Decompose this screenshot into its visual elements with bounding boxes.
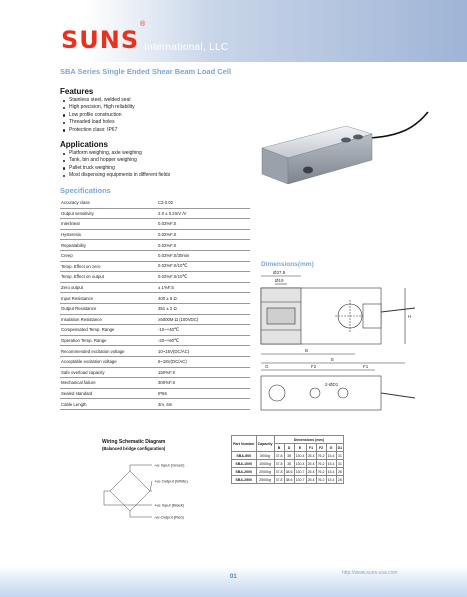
spec-row — [60, 198, 250, 209]
dimension-cell: 76.2 — [317, 461, 325, 466]
application-item: Pallet truck weighing — [60, 165, 170, 172]
dimension-cell: 26 — [337, 477, 342, 482]
dim-sub-header: G — [326, 444, 336, 452]
dim-sub-header: B — [274, 444, 284, 452]
dimensions-table — [231, 435, 344, 484]
dimension-cell: 38.6 — [285, 477, 293, 482]
spec-value: 10~15V(DC/AC) — [158, 348, 190, 354]
spec-value: ≥5000M Ω (100VDC) — [158, 316, 199, 322]
spec-value: C3 0.02 — [158, 200, 174, 206]
dimension-cell: 130.4 — [295, 453, 305, 458]
spec-key: Safe overload capacity — [61, 369, 105, 375]
spec-row — [60, 336, 250, 347]
dim-sub-header: F2 — [316, 444, 326, 452]
dimension-cell: 37.8 — [275, 477, 283, 482]
dimensions-label: Dimensions(mm) — [261, 261, 314, 268]
capacity-cell: 500kg — [256, 452, 274, 460]
spec-key: Sealed standard — [61, 390, 93, 396]
spec-key: Interlinear — [61, 221, 81, 227]
spec-value: 0.02%F.S/30min — [158, 253, 190, 259]
spec-key: Insulation Resistance — [61, 316, 102, 322]
document-title: SBA Series Single Ended Shear Beam Load Cell — [60, 67, 232, 76]
website-link[interactable]: http://www.suns-usa.com — [342, 570, 398, 576]
spec-value: -20~+60℃ — [158, 337, 179, 343]
suns-logo: SUNS — [61, 26, 140, 54]
spec-value: 0.02%F.S/10℃ — [158, 263, 188, 269]
feature-item: Low profile construction — [60, 112, 135, 119]
spec-key: Zero output — [61, 285, 83, 291]
table-row — [232, 468, 344, 476]
spec-row — [60, 230, 250, 241]
dim-d1: Ø37.8 — [273, 270, 286, 275]
feature-item: Stainless steel, welded seal — [60, 97, 135, 104]
col-dimensions: Dimensions (mm) — [274, 436, 344, 444]
spec-row — [60, 357, 250, 368]
dim-sub-header: F1 — [306, 444, 316, 452]
dimension-cell: 25.4 — [307, 477, 315, 482]
dim-b: B — [305, 348, 309, 353]
dimension-cell: 76.2 — [317, 469, 325, 474]
spec-key: Cable Length — [61, 401, 87, 407]
spec-row — [60, 389, 250, 400]
feature-item: Threaded load holes — [60, 119, 135, 126]
part-number-cell: SBA-1000 — [232, 460, 257, 468]
dimension-cell: 130.7 — [295, 477, 305, 482]
spec-key: Compensated Temp. Range — [61, 327, 115, 333]
dimension-cell: 15.4 — [327, 461, 335, 466]
table-row — [232, 476, 344, 484]
dim-e: E — [331, 357, 335, 362]
dimension-drawing — [255, 268, 420, 418]
capacity-cell: 2000kg — [256, 468, 274, 476]
spec-row — [60, 368, 250, 379]
spec-row — [60, 346, 250, 357]
spec-value: 0.02%F.S/10℃ — [158, 273, 188, 279]
spec-value: 150%F.S — [158, 369, 176, 375]
spec-value: IP66 — [158, 390, 167, 396]
spec-key: Temp. Effect on zero — [61, 263, 101, 269]
spec-key: Operation Temp. Range — [61, 338, 107, 344]
dim-sub-header: E — [294, 444, 306, 452]
applications-list — [60, 150, 170, 180]
wiring-title — [102, 439, 165, 452]
spec-key: Temp. Effect on output — [61, 274, 104, 280]
dimension-cell: 15.4 — [327, 477, 335, 482]
dimension-cell: 15.4 — [327, 469, 335, 474]
dim-sub-header: D1 — [337, 445, 343, 450]
spec-row — [60, 399, 250, 410]
registered-mark: ® — [140, 21, 146, 28]
spec-key: Recommended excitation voltage — [61, 348, 125, 354]
dimension-cell: 38 — [284, 452, 294, 460]
spec-row — [60, 219, 250, 230]
spec-key: Mechanical failure — [61, 380, 96, 386]
features-list — [60, 97, 135, 134]
feature-item: High precision, High reliability — [60, 104, 135, 111]
spec-row — [60, 283, 250, 294]
wiring-subtitle: (Balanced bridge configuration) — [102, 445, 166, 451]
dimension-cell: 31 — [337, 453, 342, 458]
dimension-cell: 76.2 — [317, 453, 325, 458]
col-part-number: Part Number — [232, 436, 257, 452]
dim-sub-header: D — [284, 444, 294, 452]
specifications-heading: Specifications — [60, 186, 111, 195]
spec-value: 0.02%F.S — [158, 232, 177, 238]
dimension-cell: 38.6 — [285, 469, 293, 474]
col-capacity: Capacity — [256, 436, 274, 452]
dimension-cell: 38 — [284, 460, 294, 468]
dimension-cell: 25.4 — [307, 461, 315, 466]
spec-value: 2.0 ± 0.2mV /V — [158, 210, 187, 216]
application-item: Platform weighing, axle weighing — [60, 150, 170, 157]
dimension-cell: 130.4 — [295, 461, 305, 466]
spec-row — [60, 378, 250, 389]
spec-value: 300%F.S — [158, 380, 176, 386]
part-number-cell: SBA-2000 — [232, 468, 257, 476]
brand-subtitle: International, LLC — [144, 42, 229, 53]
dimension-cell: 25.4 — [307, 453, 315, 458]
dimension-cell: 130.7 — [295, 469, 305, 474]
lead-pos-input: +ve Input (Black) — [154, 502, 185, 508]
wiring-diagram — [90, 455, 220, 525]
table-row — [232, 452, 344, 460]
dim-f2: F2 — [311, 364, 317, 369]
header-banner — [0, 0, 467, 62]
dim-h: H — [408, 314, 412, 319]
dim-f1: F1 — [363, 364, 369, 369]
spec-value: 3m, 5m — [158, 401, 173, 407]
spec-value: 351 ± 2 Ω — [158, 306, 177, 312]
spec-key: Output Resistance — [61, 306, 97, 312]
capacity-cell: 2500kg — [256, 476, 274, 484]
dimension-cell: 37.8 — [275, 469, 283, 474]
spec-key: Creep — [61, 253, 73, 259]
dim-g: G — [265, 364, 269, 369]
features-heading: Features — [60, 87, 94, 96]
specifications-table — [60, 198, 250, 410]
lead-neg-output: -ve Output (Red) — [154, 514, 184, 520]
dim-holes: 2-ØD1 — [325, 382, 339, 387]
load-cell-photo — [250, 108, 430, 198]
dimension-cell: 37.8 — [275, 461, 283, 466]
spec-value: -10~+40℃ — [158, 326, 179, 332]
spec-row — [60, 262, 250, 273]
spec-key: Output sensitivity — [61, 210, 94, 216]
spec-value: 6~18V(DC/AC) — [158, 359, 187, 365]
dim-d2: Ø19 — [275, 278, 284, 283]
feature-item: Protection class: IP67 — [60, 127, 135, 134]
wiring-heading: Wiring Schematic Diagram — [102, 439, 166, 445]
capacity-cell: 1000kg — [256, 460, 274, 468]
spec-row — [60, 293, 250, 304]
lead-pos-output: +ve Output (White) — [154, 478, 188, 484]
lead-neg-input: -ve Input (Green) — [154, 462, 185, 468]
spec-row — [60, 325, 250, 336]
applications-heading: Applications — [60, 140, 109, 149]
spec-value: 0.02%F.S — [158, 242, 177, 248]
dimension-cell: 37.8 — [275, 453, 283, 458]
spec-row — [60, 315, 250, 326]
page-number: 01 — [230, 574, 237, 580]
application-item: Most dispensing equipments in different fields — [60, 172, 170, 179]
dimension-cell: 15.4 — [327, 453, 335, 458]
part-number-cell: SBA-2500 — [232, 476, 257, 484]
dimension-cell: 26 — [337, 469, 342, 474]
spec-row — [60, 251, 250, 262]
spec-row — [60, 209, 250, 220]
dimension-cell: 31 — [337, 461, 342, 466]
spec-row — [60, 272, 250, 283]
spec-value: 0.02%F.S — [158, 221, 177, 227]
spec-key: Repeatability — [61, 242, 86, 248]
part-number-cell: SBA-500 — [232, 452, 257, 460]
spec-key: Accuracy class — [61, 200, 90, 206]
spec-row — [60, 304, 250, 315]
spec-key: Hysteresis — [61, 232, 82, 238]
dimension-cell: 76.2 — [317, 477, 325, 482]
application-item: Tank, bin and hopper weighing — [60, 157, 170, 164]
spec-row — [60, 240, 250, 251]
spec-key: Input Resistance — [61, 295, 94, 301]
spec-key: Acceptable excitation voltage — [61, 359, 117, 365]
spec-value: 400 ± 5 Ω — [158, 295, 177, 301]
table-row — [232, 460, 344, 468]
dimension-cell: 25.4 — [307, 469, 315, 474]
spec-value: ± 1%F.S — [158, 285, 174, 291]
